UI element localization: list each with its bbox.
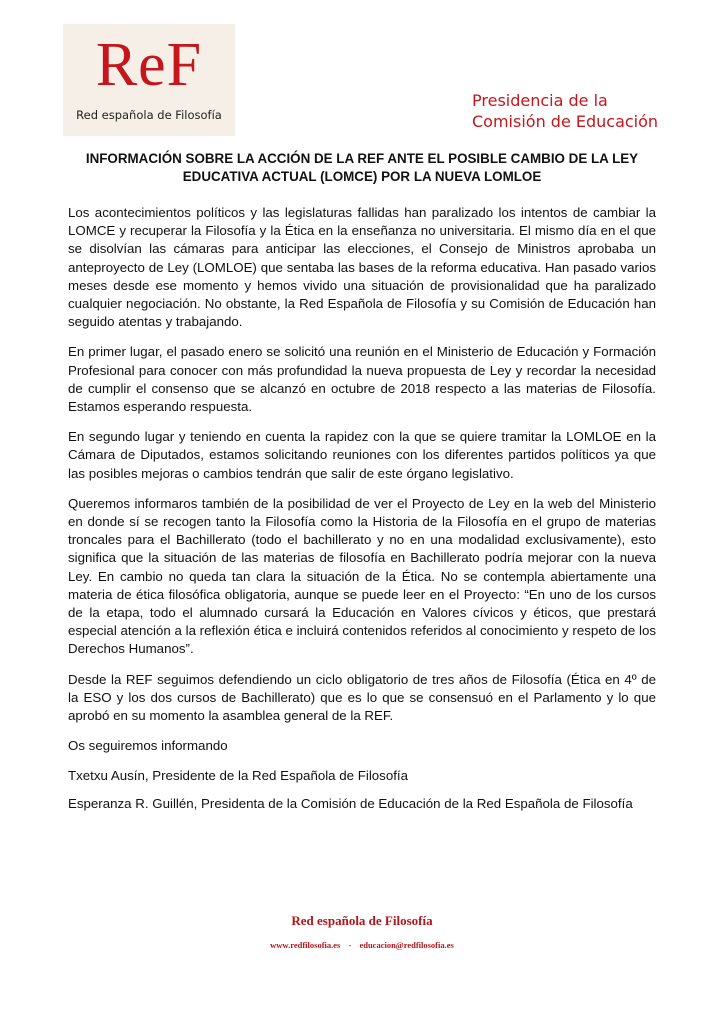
logo-mark-text: ReF: [95, 31, 203, 99]
ref-logo: [63, 24, 235, 136]
logo-subtitle: Red española de Filosofía: [76, 108, 222, 122]
paragraph: Queremos informaros también de la posibilidad de ver el Proyecto de Ley en la web del Ministerio en donde sí se recogen tanto la Filosofía como la Historia de la Filosofía en el grupo de materias troncales para el Bachillerato (todo el bachillerato y no en una modalidad exclusivamente), esto significa que la situación de las materias de filosofía en Bachillerato podría mejorar con la nueva Ley. En cambio no queda tan clara la situación de la Ética. No se contempla abiertamente una materia de ética filosófica obligatoria, aunque se puede leer en el Proyecto: “En uno de los cursos de la etapa, todo el alumnado cursará la Educación en Valores cívicos y éticos, que prestará especial atención a la reflexión ética e incluirá contenidos referidos al conocimiento y respeto de los Derechos Humanos”.: [68, 495, 656, 657]
footer-contact: [0, 940, 724, 950]
document-body: [68, 204, 656, 822]
paragraph: En segundo lugar y teniendo en cuenta la rapidez con la que se quiere tramitar la LOMLOE en la Cámara de Diputados, estamos solicitando reuniones con los diferentes partidos políticos ya que las posibles mejoras o cambios tendrán que salir de este órgano legislativo.: [68, 429, 656, 481]
footer-org-name: Red española de Filosofía: [291, 913, 433, 928]
footer-email-link[interactable]: educacion@redfilosofia.es: [359, 940, 454, 950]
paragraph: Los acontecimientos políticos y las legislaturas fallidas han paralizado los intentos de cambiar la LOMCE y recuperar la Filosofía y la Ética en la enseñanza no universitaria. El mismo día en el que se disolvían las cámaras para anticipar las elecciones, el Consejo de Ministros aprobaba un anteproyecto de Ley (LOMLOE) que sentaba las bases de la reforma educativa. Han pasado varios meses desde ese momento y hemos vivido una situación de provisionalidad que ha paralizado cualquier negociación. No obstante, la Red Española de Filosofía y su Comisión de Educación han seguido atentas y trabajando.: [68, 205, 656, 330]
presidency-heading: [472, 90, 658, 132]
signature-president: Txetxu Ausín, Presidente de la Red Española de Filosofía: [68, 768, 409, 784]
paragraph: En primer lugar, el pasado enero se solicitó una reunión en el Ministerio de Educación y Formación Profesional para conocer con más profundidad la nueva propuesta de Ley y recordar la necesidad de cumplir el consenso que se alcanzó en octubre de 2018 respecto a las materias de Filosofía. Estamos esperando respuesta.: [68, 344, 656, 415]
document-title: INFORMACIÓN SOBRE LA ACCIÓN DE LA REF ANTE EL POSIBLE CAMBIO DE LA LEY EDUCATIVA ACTUAL (LOMCE) POR LA NUEVA LOMLOE: [85, 151, 639, 184]
footer-website-link[interactable]: www.redfilosofia.es: [270, 940, 341, 950]
presidency-line-2: Comisión de Educación: [472, 112, 659, 131]
footer-separator: -: [348, 940, 352, 950]
presidency-line-1: Presidencia de la: [472, 91, 608, 110]
signature-commission-president: Esperanza R. Guillén, Presidenta de la Comisión de Educación de la Red Española de Filosofía: [68, 795, 633, 811]
paragraph: Desde la REF seguimos defendiendo un ciclo obligatorio de tres años de Filosofía (Ética en 4º de la ESO y los dos cursos de Bachillerato) que es lo que se consensuó en el Parlamento y lo que aprobó en su momento la asamblea general de la REF.: [68, 671, 656, 724]
closing-line: Os seguiremos informando: [68, 738, 228, 754]
